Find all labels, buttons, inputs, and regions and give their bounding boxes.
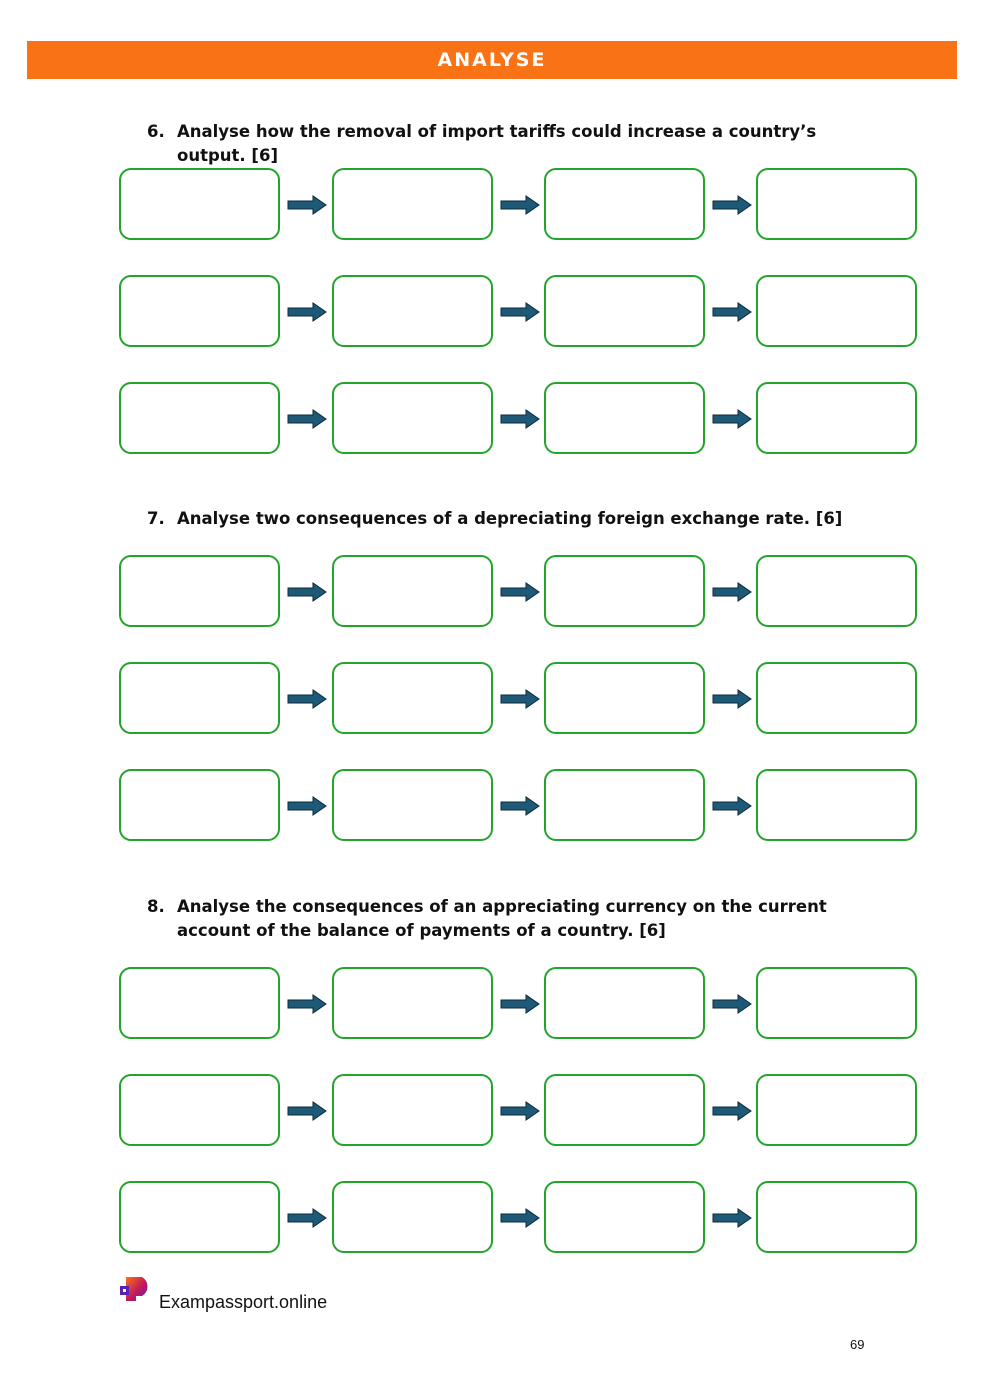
question-text: Analyse two consequences of a depreciating foreign exchange rate. [6] bbox=[177, 509, 843, 528]
arrow-right-icon bbox=[287, 302, 327, 322]
arrow-right-icon bbox=[500, 796, 540, 816]
answer-box[interactable] bbox=[756, 1181, 917, 1253]
arrow-right-icon bbox=[712, 994, 752, 1014]
answer-box[interactable] bbox=[756, 967, 917, 1039]
section-title: ANALYSE bbox=[437, 49, 547, 71]
answer-box[interactable] bbox=[544, 275, 705, 347]
question-6 bbox=[147, 120, 867, 168]
arrow-right-icon bbox=[500, 582, 540, 602]
answer-box[interactable] bbox=[756, 1074, 917, 1146]
answer-box[interactable] bbox=[119, 382, 280, 454]
answer-row bbox=[119, 1181, 920, 1255]
answer-box[interactable] bbox=[756, 769, 917, 841]
answer-box[interactable] bbox=[119, 275, 280, 347]
arrow-right-icon bbox=[287, 1208, 327, 1228]
answer-box[interactable] bbox=[119, 769, 280, 841]
answer-box[interactable] bbox=[119, 555, 280, 627]
answer-box[interactable] bbox=[544, 382, 705, 454]
answer-box[interactable] bbox=[332, 1074, 493, 1146]
arrow-right-icon bbox=[500, 994, 540, 1014]
arrow-right-icon bbox=[500, 689, 540, 709]
section-header bbox=[27, 41, 957, 79]
arrow-right-icon bbox=[287, 1101, 327, 1121]
answer-row bbox=[119, 662, 920, 736]
arrow-right-icon bbox=[500, 1101, 540, 1121]
question-text: Analyse how the removal of import tariffs could increase a country’s output. [6] bbox=[177, 122, 817, 165]
answer-grid-8 bbox=[119, 967, 920, 1288]
arrow-right-icon bbox=[712, 195, 752, 215]
answer-box[interactable] bbox=[544, 662, 705, 734]
answer-box[interactable] bbox=[119, 168, 280, 240]
question-number: 8. bbox=[147, 897, 165, 916]
answer-box[interactable] bbox=[119, 1181, 280, 1253]
arrow-right-icon bbox=[500, 1208, 540, 1228]
arrow-right-icon bbox=[712, 582, 752, 602]
arrow-right-icon bbox=[712, 409, 752, 429]
answer-box[interactable] bbox=[332, 1181, 493, 1253]
arrow-right-icon bbox=[712, 1101, 752, 1121]
arrow-right-icon bbox=[500, 302, 540, 322]
answer-box[interactable] bbox=[119, 1074, 280, 1146]
answer-row bbox=[119, 967, 920, 1041]
arrow-right-icon bbox=[287, 195, 327, 215]
answer-box[interactable] bbox=[756, 555, 917, 627]
answer-box[interactable] bbox=[332, 555, 493, 627]
answer-box[interactable] bbox=[119, 662, 280, 734]
answer-box[interactable] bbox=[544, 555, 705, 627]
arrow-right-icon bbox=[712, 302, 752, 322]
answer-box[interactable] bbox=[756, 662, 917, 734]
answer-box[interactable] bbox=[756, 168, 917, 240]
answer-row bbox=[119, 1074, 920, 1148]
answer-box[interactable] bbox=[544, 1181, 705, 1253]
arrow-right-icon bbox=[712, 1208, 752, 1228]
answer-box[interactable] bbox=[332, 769, 493, 841]
answer-box[interactable] bbox=[756, 382, 917, 454]
answer-row bbox=[119, 769, 920, 843]
answer-box[interactable] bbox=[119, 967, 280, 1039]
arrow-right-icon bbox=[712, 689, 752, 709]
answer-row bbox=[119, 555, 920, 629]
answer-box[interactable] bbox=[332, 662, 493, 734]
arrow-right-icon bbox=[287, 796, 327, 816]
question-number: 6. bbox=[147, 122, 165, 141]
answer-box[interactable] bbox=[544, 769, 705, 841]
question-number: 7. bbox=[147, 509, 165, 528]
answer-box[interactable] bbox=[332, 275, 493, 347]
arrow-right-icon bbox=[712, 796, 752, 816]
answer-row bbox=[119, 168, 920, 242]
question-8 bbox=[147, 895, 867, 943]
arrow-right-icon bbox=[287, 994, 327, 1014]
answer-box[interactable] bbox=[544, 967, 705, 1039]
arrow-right-icon bbox=[287, 582, 327, 602]
answer-box[interactable] bbox=[544, 1074, 705, 1146]
site-name: Exampassport.online bbox=[159, 1292, 328, 1312]
arrow-right-icon bbox=[500, 409, 540, 429]
question-7 bbox=[147, 507, 867, 531]
answer-row bbox=[119, 382, 920, 456]
arrow-right-icon bbox=[500, 195, 540, 215]
answer-grid-7 bbox=[119, 555, 920, 876]
answer-box[interactable] bbox=[332, 382, 493, 454]
arrow-right-icon bbox=[287, 409, 327, 429]
question-text: Analyse the consequences of an appreciating currency on the current account of the balance of payments of a country. [6] bbox=[177, 897, 827, 940]
answer-box[interactable] bbox=[332, 967, 493, 1039]
answer-grid-6 bbox=[119, 168, 920, 489]
answer-box[interactable] bbox=[756, 275, 917, 347]
answer-box[interactable] bbox=[544, 168, 705, 240]
answer-row bbox=[119, 275, 920, 349]
page-number: 69 bbox=[850, 1337, 865, 1352]
exampassport-logo-icon bbox=[120, 1276, 156, 1302]
answer-box[interactable] bbox=[332, 168, 493, 240]
arrow-right-icon bbox=[287, 689, 327, 709]
